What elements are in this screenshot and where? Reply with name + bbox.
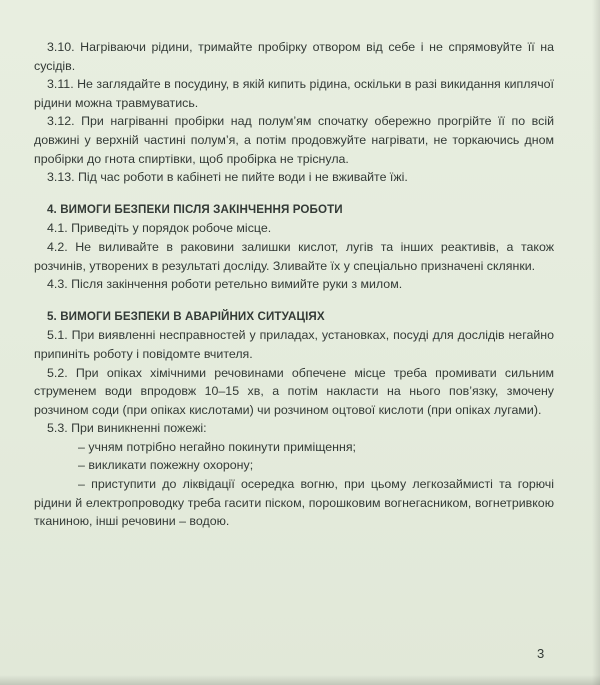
fire-step-2: – викликати пожежну охорону;: [78, 458, 254, 473]
paragraph-4-3: 4.3. Після закінчення роботи ретельно вимийте руки з милом.: [47, 277, 403, 292]
section-4-heading: 4. ВИМОГИ БЕЗПЕКИ ПІСЛЯ ЗАКІНЧЕННЯ РОБОТИ: [47, 202, 343, 216]
page-number: 3: [537, 646, 545, 661]
paragraph-3-11: 3.11. Не заглядайте в посудину, в якій кипить рідина, оскільки в разі викидання киплячої рідини можна травмуватись.: [34, 77, 554, 110]
page-edge-shadow: [592, 0, 600, 685]
paragraph-5-1: 5.1. При виявленні несправностей у приладах, установках, посуді для дослідів негайно припиніть роботу і повідомте вчителя.: [34, 328, 554, 361]
section-5-heading: 5. ВИМОГИ БЕЗПЕКИ В АВАРІЙНИХ СИТУАЦІЯХ: [47, 309, 325, 323]
section-5: [34, 308, 554, 531]
paragraph-4-2: 4.2. Не виливайте в раковини залишки кислот, лугів та інших реактивів, а також розчинів, утворених в результаті досліду. Зливайте їх у спеціально призначені склянки.: [34, 239, 554, 273]
paragraph-5-3: 5.3. При виникненні пожежі:: [47, 421, 207, 436]
paragraph-3-10: 3.10. Нагріваючи рідини, тримайте пробірку отвором від себе і не спрямовуйте її на сусідів.: [34, 40, 554, 73]
paragraph-5-2: 5.2. При опіках хімічними речовинами обпечене місце треба промивати сильним струменем води впродовж 10–15 хв, а потім накласти на нього пов’язку, змочену розчином соди (при опіках кислотами) чи розчином оцтової кислоти (при опіках лугами).: [34, 365, 554, 417]
fire-step-1: – учням потрібно негайно покинути приміщення;: [78, 439, 356, 454]
paragraph-3-13: 3.13. Під час роботи в кабінеті не пийте води і не вживайте їжі.: [47, 170, 408, 185]
section-4: [34, 201, 554, 294]
page-bottom-shadow: [0, 675, 600, 685]
section3-continued: [34, 38, 554, 187]
paragraph-4-1: 4.1. Приведіть у порядок робоче місце.: [47, 221, 272, 236]
paragraph-3-12: 3.12. При нагріванні пробірки над полум’ям спочатку обережно прогрійте її по всій довжині у верхній частині полум’я, а потім продовжуйте нагрівати, не торкаючись дном пробірки до гнота спиртівки, щоб пробірка не тріснула.: [34, 114, 554, 166]
fire-step-3: – приступити до ліквідації осередка вогню, при цьому легкозаймисті та горючі рідини й електропроводку треба гасити піском, порошковим вогнегасником, вогнетривкою тканиною, інші речовини – водою.: [34, 477, 554, 529]
